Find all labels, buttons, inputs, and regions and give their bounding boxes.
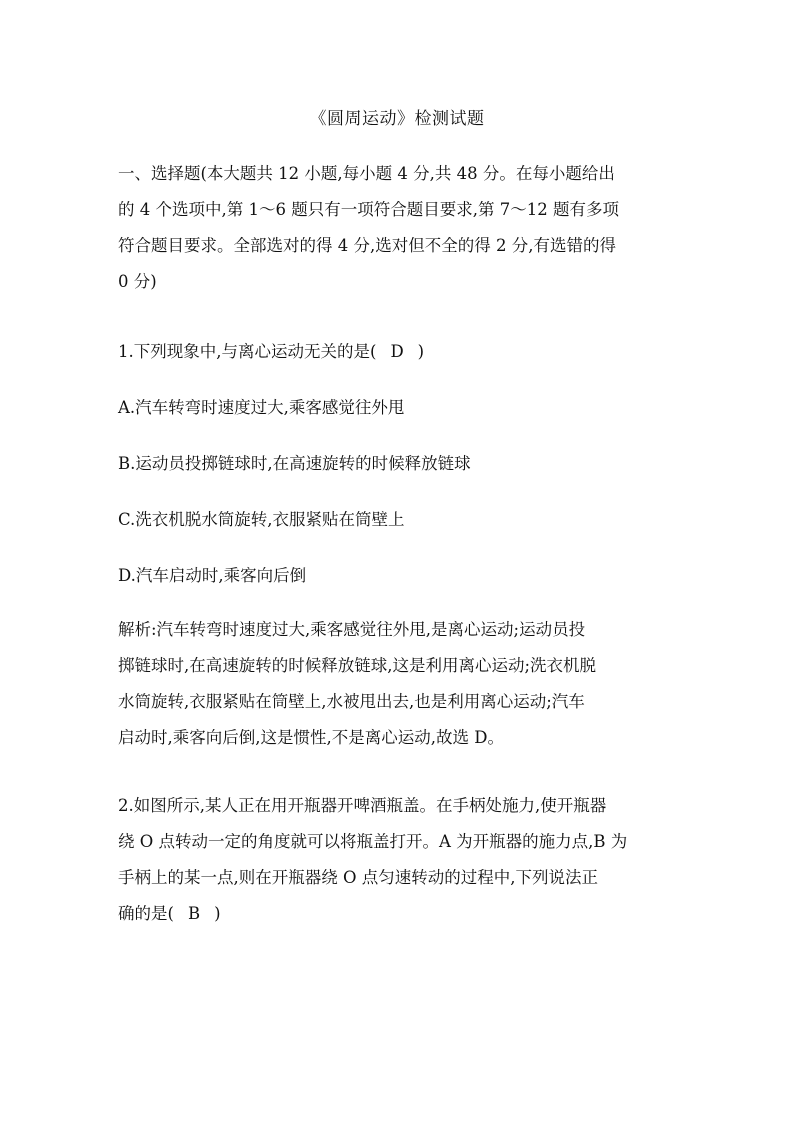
question-2-close: )	[214, 904, 221, 923]
question-1-stem-close: )	[417, 342, 425, 361]
question-1-answer: D	[390, 342, 404, 361]
question-2-stem	[118, 788, 678, 932]
question-1-stem	[118, 334, 678, 370]
section-instructions	[118, 156, 678, 300]
question-2-line: 手柄上的某一点,则在开瓶器绕 O 点匀速转动的过程中,下列说法正	[118, 868, 599, 887]
question-1-analysis	[118, 612, 678, 756]
analysis-line: 解析:汽车转弯时速度过大,乘客感觉往外甩,是离心运动;运动员投	[118, 620, 586, 639]
question-1-option-a: A.汽车转弯时速度过大,乘客感觉往外甩	[118, 398, 405, 417]
question-1-option-c: C.洗衣机脱水筒旋转,衣服紧贴在筒壁上	[118, 510, 405, 529]
question-1-option-b: B.运动员投掷链球时,在高速旋转的时候释放链球	[118, 454, 471, 473]
section-line: 符合题目要求。全部选对的得 4 分,选对但不全的得 2 分,有选错的得	[118, 236, 616, 255]
question-2-last-text: 确的是(	[118, 904, 174, 923]
section-line: 一、选择题(本大题共 12 小题,每小题 4 分,共 48 分。在每小题给出	[118, 164, 615, 183]
question-1-stem-text: 1.下列现象中,与离心运动无关的是(	[118, 342, 377, 361]
analysis-line: 启动时,乘客向后倒,这是惯性,不是离心运动,故选 D。	[118, 728, 504, 747]
question-1-option-d: D.汽车启动时,乘客向后倒	[118, 566, 307, 585]
analysis-line: 掷链球时,在高速旋转的时候释放链球,这是利用离心运动;洗衣机脱	[118, 656, 597, 675]
page-title: 《圆周运动》检测试题	[309, 109, 485, 129]
analysis-line: 水筒旋转,衣服紧贴在筒壁上,水被甩出去,也是利用离心运动;汽车	[118, 692, 585, 711]
section-line: 0 分)	[118, 272, 157, 291]
question-2-line: 绕 O 点转动一定的角度就可以将瓶盖打开。A 为开瓶器的施力点,B 为	[118, 832, 628, 851]
question-2-line: 2.如图所示,某人正在用开瓶器开啤酒瓶盖。在手柄处施力,使开瓶器	[118, 796, 607, 815]
question-2-answer: B	[187, 904, 201, 923]
section-line: 的 4 个选项中,第 1～6 题只有一项符合题目要求,第 7～12 题有多项	[118, 200, 619, 219]
